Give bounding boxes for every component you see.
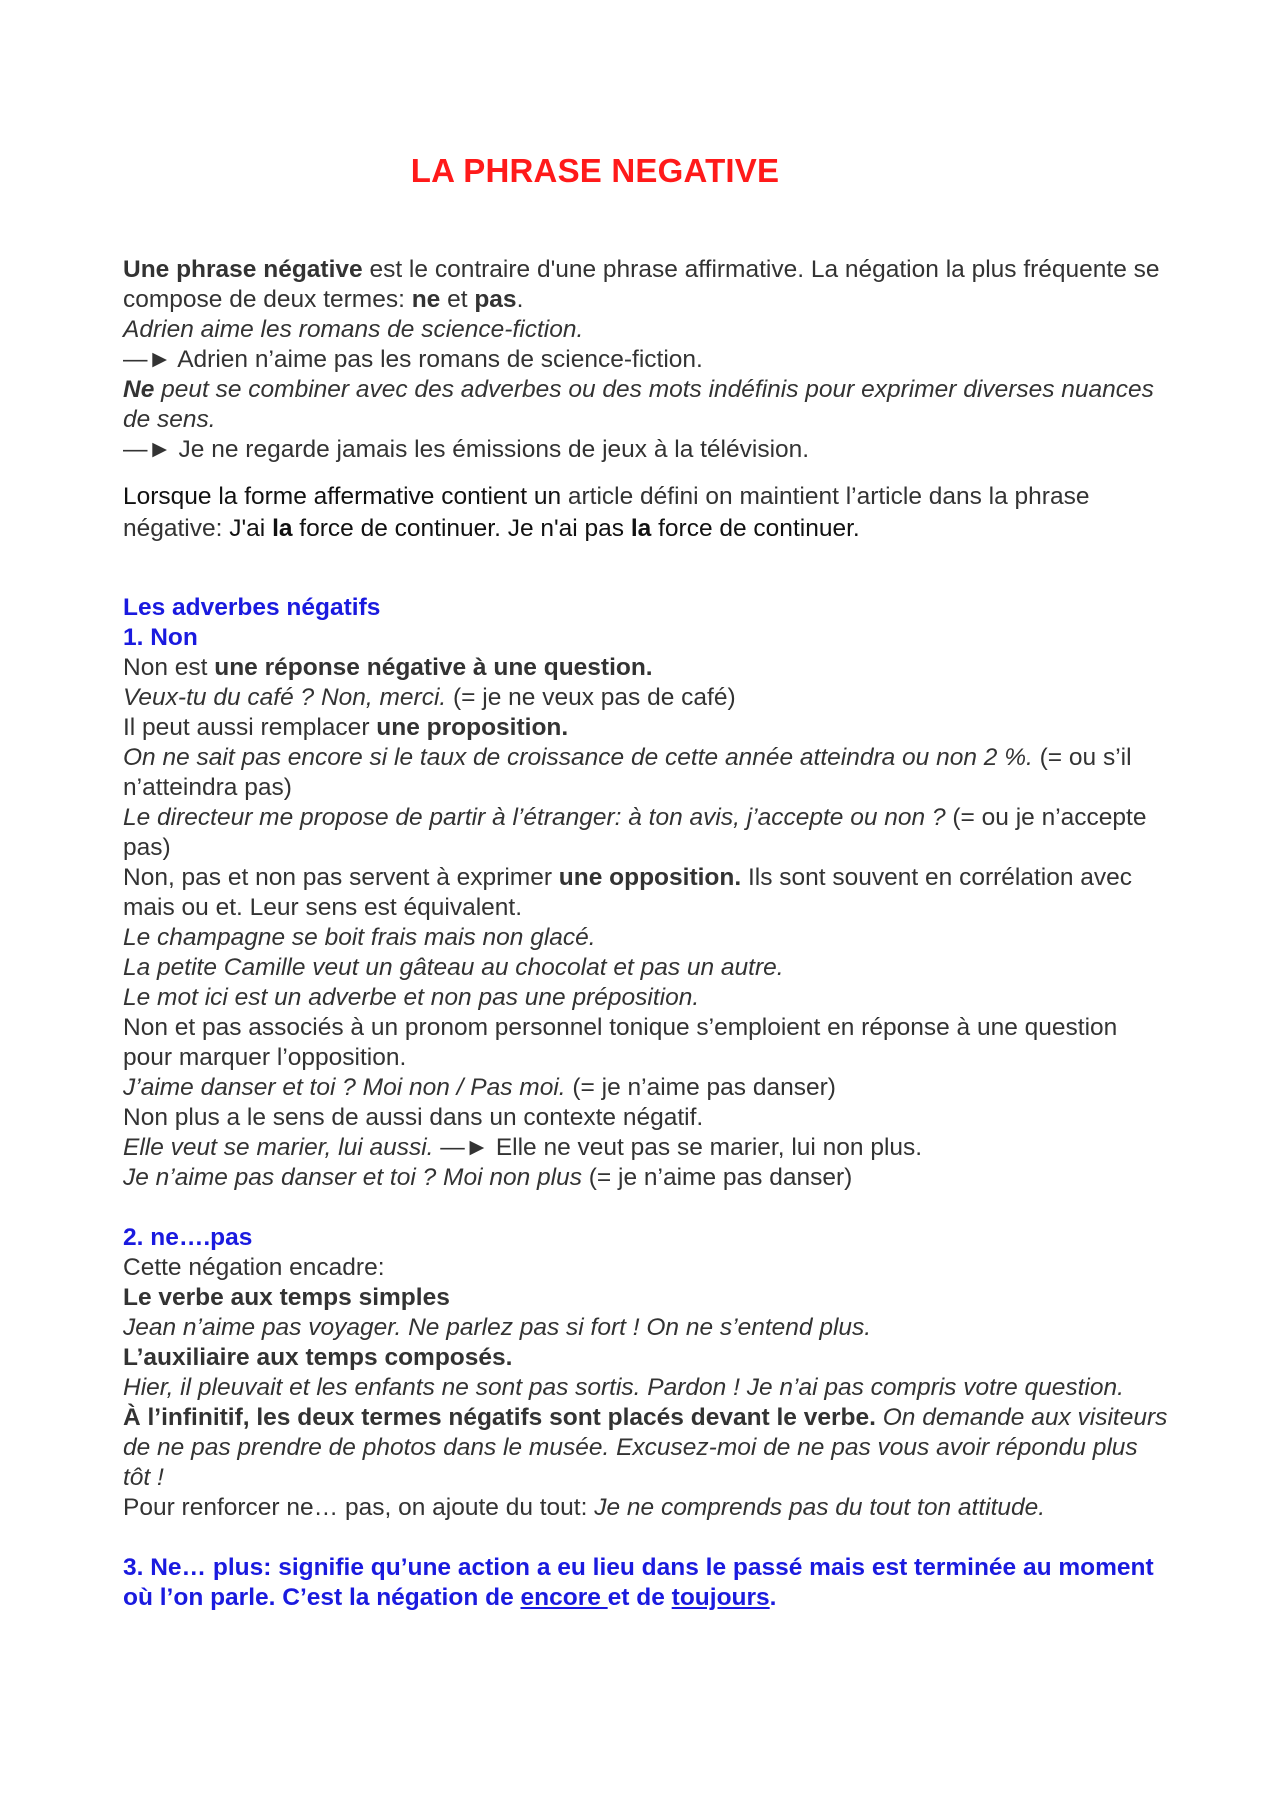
nepas-line-6 xyxy=(123,1403,1168,1493)
article-text-3: J'ai xyxy=(229,515,273,542)
non-line-7: Le champagne se boit frais mais non glacé. xyxy=(123,924,596,951)
document-body xyxy=(123,255,1168,1613)
text: 3. Ne… plus: signifie qu’une action a eu lieu dans le passé mais est terminée au moment où l’on parle. C’est la négation de xyxy=(123,1554,1154,1611)
intro-example-negated: —► Adrien n’aime pas les romans de science-fiction. xyxy=(123,346,703,373)
non-line-4 xyxy=(123,743,1168,803)
intro-bold-ne: ne xyxy=(411,286,441,313)
nepas-line-4: L’auxiliaire aux temps composés. xyxy=(123,1344,513,1371)
article-bold-2: la xyxy=(630,515,652,542)
intro-text-end: . xyxy=(516,286,524,313)
non-line-8: La petite Camille veut un gâteau au chocolat et pas un autre. xyxy=(123,954,784,981)
nepas-line-1: Cette négation encadre: xyxy=(123,1254,385,1281)
ne-combination-note xyxy=(123,375,1168,435)
non-line-11 xyxy=(123,1073,1168,1103)
article-text-2: article défini on maintient l’article dans la phrase négative: xyxy=(123,483,1090,542)
text: et de xyxy=(607,1584,672,1611)
text: —► Elle ne veut pas se marier, lui non plus. xyxy=(433,1134,923,1161)
article-text-4: force de continuer. Je n'ai pas xyxy=(292,515,631,542)
subsection-heading-neplus xyxy=(123,1553,1168,1613)
ne-bold: Ne xyxy=(123,376,155,403)
example-text: Veux-tu du café ? Non, merci. xyxy=(123,684,447,711)
example-text: On demande aux visiteurs de ne pas prendre de photos dans le musée. Excusez-moi de ne pas vous avoir répondu plus tôt ! xyxy=(123,1404,1168,1491)
intro-text: est le contraire d'une phrase affirmative. La négation la plus fréquente se compose de deux termes: xyxy=(123,256,1160,313)
non-line-14 xyxy=(123,1163,1168,1193)
text: (= ou je n’accepte pas) xyxy=(123,804,1147,861)
non-line-5 xyxy=(123,803,1168,863)
example-text: Elle veut se marier, lui aussi. xyxy=(123,1134,434,1161)
intro-bold-pas: pas xyxy=(474,286,517,313)
bold-text: une opposition. xyxy=(558,864,742,891)
nepas-line-5: Hier, il pleuvait et les enfants ne sont pas sortis. Pardon ! Je n’ai pas compris votre question. xyxy=(123,1374,1124,1401)
text: (= je n’aime pas danser) xyxy=(581,1164,853,1191)
text: Non, pas et non pas servent à exprimer xyxy=(123,864,559,891)
text: (= ou s’il n’atteindra pas) xyxy=(123,744,1132,801)
subsection-heading-non: 1. Non xyxy=(123,624,198,651)
bold-text: une réponse négative à une question. xyxy=(214,654,653,681)
intro-text-and: et xyxy=(440,286,475,313)
bold-text: À l’infinitif, les deux termes négatifs sont placés devant le verbe. xyxy=(123,1404,876,1431)
underlined-encore: encore xyxy=(520,1584,608,1611)
non-line-13 xyxy=(123,1133,1168,1163)
example-text: Le directeur me propose de partir à l’étranger: à ton avis, j’accepte ou non ? xyxy=(123,804,946,831)
underlined-toujours: toujours xyxy=(671,1584,770,1611)
section-heading-adverbes: Les adverbes négatifs xyxy=(123,594,381,621)
text: Il peut aussi remplacer xyxy=(123,714,377,741)
article-bold-1: la xyxy=(272,515,293,542)
example-text: Je ne comprends pas du tout ton attitude. xyxy=(594,1494,1046,1521)
subsection-heading-nepas: 2. ne….pas xyxy=(123,1224,253,1251)
article-text-5: force de continuer. xyxy=(651,515,860,542)
non-line-9: Le mot ici est un adverbe et non pas une préposition. xyxy=(123,984,700,1011)
ne-text: peut se combiner avec des adverbes ou des mots indéfinis pour exprimer diverses nuances de sens. xyxy=(123,376,1154,433)
example-text: Je n’aime pas danser et toi ? Moi non plus xyxy=(123,1164,582,1191)
nepas-line-3: Jean n’aime pas voyager. Ne parlez pas si fort ! On ne s’entend plus. xyxy=(123,1314,872,1341)
non-line-12: Non plus a le sens de aussi dans un contexte négatif. xyxy=(123,1104,704,1131)
non-line-6 xyxy=(123,863,1168,923)
text: Pour renforcer ne… pas, on ajoute du tout: xyxy=(123,1494,595,1521)
intro-bold-term: Une phrase négative xyxy=(123,256,363,283)
nepas-line-2: Le verbe aux temps simples xyxy=(123,1284,450,1311)
non-line-10: Non et pas associés à un pronom personnel tonique s’emploient en réponse à une question pour marquer l’opposition. xyxy=(123,1014,1118,1071)
article-paragraph xyxy=(123,481,1168,545)
intro-example: Adrien aime les romans de science-fiction. xyxy=(123,316,584,343)
article-text-1: Lorsque la forme affermative contient un xyxy=(123,483,562,510)
text: (= je n’aime pas danser) xyxy=(565,1074,836,1101)
ne-example-negated: —► Je ne regarde jamais les émissions de jeux à la télévision. xyxy=(123,436,810,463)
text: Non est xyxy=(123,654,215,681)
non-line-3 xyxy=(123,713,1168,743)
non-line-2 xyxy=(123,683,1168,713)
text: . xyxy=(769,1584,777,1611)
example-text: On ne sait pas encore si le taux de croissance de cette année atteindra ou non 2 %. xyxy=(123,744,1033,771)
non-line-1 xyxy=(123,653,1168,683)
bold-text: une proposition. xyxy=(376,714,569,741)
text: Ils sont souvent en corrélation avec mais ou et. Leur sens est équivalent. xyxy=(123,864,1133,921)
example-text: J’aime danser et toi ? Moi non / Pas moi. xyxy=(123,1074,566,1101)
nepas-line-7 xyxy=(123,1493,1168,1523)
page-title: LA PHRASE NEGATIVE xyxy=(410,152,780,189)
text: (= je ne veux pas de café) xyxy=(446,684,736,711)
intro-paragraph xyxy=(123,255,1168,315)
